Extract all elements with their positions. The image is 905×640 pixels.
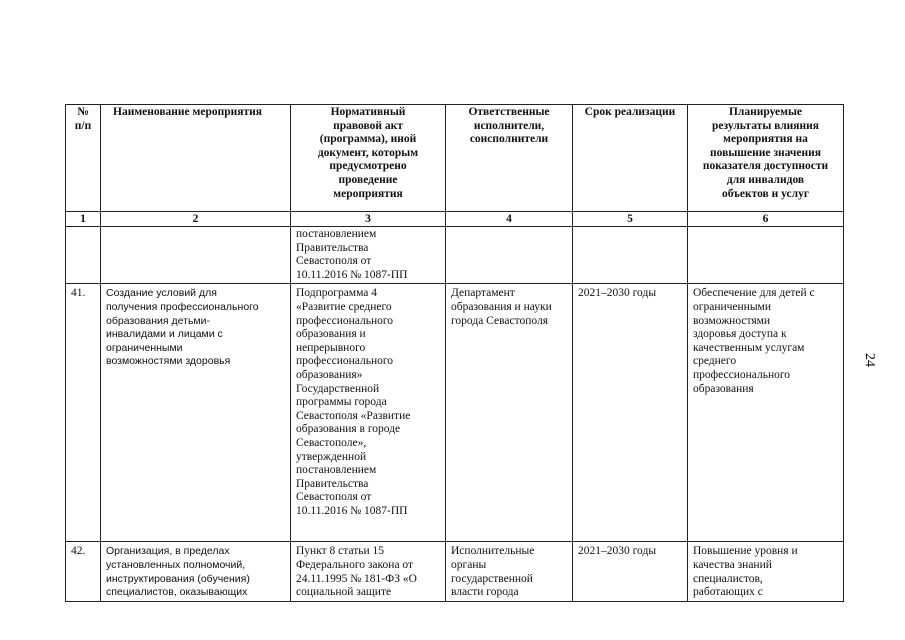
header-measure-name: Наименование мероприятия	[101, 105, 291, 212]
cell-results: Обеспечение для детей с ограниченными возможностями здоровья доступа к качественным услугам среднего профессионального образования	[688, 284, 844, 542]
column-number-row	[66, 212, 844, 227]
column-number: 2	[101, 212, 291, 227]
cell-results: Повышение уровня и качества знаний специалистов, работающих с	[688, 542, 844, 602]
column-number: 3	[291, 212, 446, 227]
cell-name: Организация, в пределах установленных полномочий, инструктирования (обучения) специалистов, оказывающих	[101, 542, 291, 602]
column-number: 6	[688, 212, 844, 227]
cell-legal-act: постановлением Правительства Севастополя от 10.11.2016 № 1087-ПП	[291, 227, 446, 284]
header-term: Срок реализации	[573, 105, 688, 212]
cell-number	[66, 227, 101, 284]
cell-number: 42.	[66, 542, 101, 602]
header-number: № п/п	[66, 105, 101, 212]
table-row	[66, 284, 844, 542]
measures-table	[65, 104, 844, 602]
cell-results	[688, 227, 844, 284]
column-number: 5	[573, 212, 688, 227]
cell-legal-act: Подпрограмма 4 «Развитие среднего профессионального образования и непрерывного профессионального образования» Государственной программы города Севастополя «Развитие образования в городе Севастополе», утвержденной постановлением Правительства Севастополя от 10.11.2016 № 1087-ПП	[291, 284, 446, 542]
cell-number: 41.	[66, 284, 101, 542]
header-row	[66, 105, 844, 212]
cell-name: Создание условий для получения профессионального образования детьми- инвалидами и лицами с ограниченными возможностями здоровья	[101, 284, 291, 542]
page-number: 24	[862, 353, 877, 367]
cell-executors	[446, 227, 573, 284]
cell-term: 2021–2030 годы	[573, 542, 688, 602]
column-number: 1	[66, 212, 101, 227]
header-results: Планируемые результаты влияния мероприятия на повышение значения показателя доступности для инвалидов объектов и услуг	[688, 105, 844, 212]
cell-name	[101, 227, 291, 284]
table-row	[66, 542, 844, 602]
table-row-continuation	[66, 227, 844, 284]
column-number: 4	[446, 212, 573, 227]
cell-legal-act: Пункт 8 статьи 15 Федерального закона от 24.11.1995 № 181-ФЗ «О социальной защите	[291, 542, 446, 602]
cell-term	[573, 227, 688, 284]
header-legal-act: Нормативный правовой акт (программа), иной документ, которым предусмотрено проведение мероприятия	[291, 105, 446, 212]
cell-term: 2021–2030 годы	[573, 284, 688, 542]
cell-executors: Исполнительные органы государственной власти города	[446, 542, 573, 602]
header-executors: Ответственные исполнители, соисполнители	[446, 105, 573, 212]
cell-executors: Департамент образования и науки города Севастополя	[446, 284, 573, 542]
